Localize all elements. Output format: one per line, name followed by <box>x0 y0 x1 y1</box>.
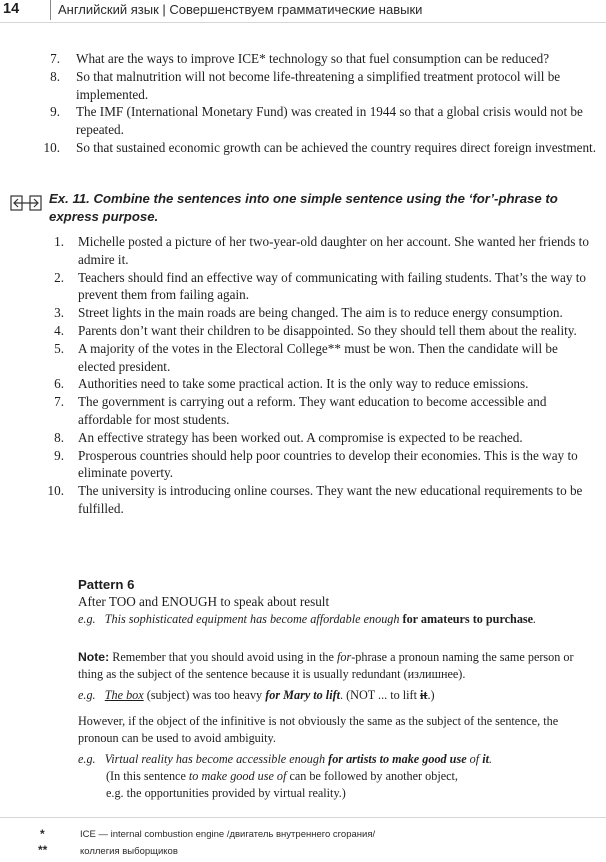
page-header <box>0 0 606 24</box>
header-title: Английский язык | Совершенствуем грамматические навыки <box>58 2 423 17</box>
note-text-b: -phrase a pronoun naming the same person or thing as the subject of the sentence because it is usually redundant (излишнее). <box>78 650 574 681</box>
example-strike: it <box>420 688 428 702</box>
exercise-title: Ex. 11. Combine the sentences into one simple sentence using the ‘for’-phrase to express purpose. <box>49 191 558 224</box>
item-number: 6. <box>54 376 64 392</box>
list-item <box>0 429 606 447</box>
item-text: Prosperous countries should help poor countries to develop their economies. This is the way to eliminate poverty. <box>78 447 578 481</box>
item-text: Authorities need to take some practical action. It is the only way to reduce emissions. <box>78 376 529 392</box>
pattern-title: Pattern 6 <box>78 577 135 592</box>
example-of: of <box>469 752 480 766</box>
exercise-list <box>0 233 606 518</box>
list-item <box>0 482 606 518</box>
item-number: 7. <box>54 394 64 410</box>
example-end: . <box>488 752 493 766</box>
item-number: 7. <box>50 51 60 66</box>
list-item <box>0 340 606 376</box>
example-text-c: .) <box>427 688 435 702</box>
list-item <box>0 139 606 157</box>
example-text: This sophisticated equipment has become affordable enough <box>104 612 403 626</box>
item-text: The government is carrying out a reform. They want education to become accessible and affordable for most students. <box>78 394 547 427</box>
footnote-text: коллегия выборщиков <box>80 846 178 857</box>
eg-prefix: e.g. <box>78 612 96 626</box>
list-item <box>0 68 606 104</box>
however-paragraph: However, if the object of the infinitive is not obviously the same as the subject of the sentence, the pronoun can be used to avoid ambiguity. <box>78 714 559 745</box>
item-text: What are the ways to improve ICE* technology so that fuel consumption can be reduced? <box>76 51 550 66</box>
item-text: The IMF (International Monetary Fund) was created in 1944 so that a global crisis would not be repeated. <box>76 104 583 138</box>
expl-italic: to make good use of <box>188 769 287 783</box>
item-number: 3. <box>54 305 64 321</box>
item-number: 4. <box>54 322 64 338</box>
example-3-line2: e.g. the opportunities provided by virtual reality.) <box>106 786 346 800</box>
note-for: for <box>336 650 352 664</box>
expl-b: can be followed by another object, <box>286 769 458 783</box>
note-text-a: Remember that you should avoid using in the <box>109 650 337 664</box>
example-3-explanation <box>106 768 458 785</box>
note-label: Note: <box>78 650 110 664</box>
item-number: 10. <box>43 139 60 155</box>
example-bold-a: for artists to make good use <box>328 752 470 766</box>
item-text: An effective strategy has been worked out. A compromise is expected to be reached. <box>78 429 523 445</box>
example-subject: The box <box>104 688 144 702</box>
pair-work-icon <box>10 193 42 213</box>
item-number: 8. <box>50 68 60 84</box>
example-2 <box>78 687 598 704</box>
example-1 <box>78 611 598 628</box>
item-text: Parents don’t want their children to be disappointed. So they should tell them about the reality. <box>78 322 577 338</box>
previous-exercise-list <box>0 50 606 157</box>
list-item <box>0 233 606 269</box>
footnote-divider <box>0 817 606 818</box>
list-item <box>0 304 606 322</box>
list-item <box>0 447 606 483</box>
item-text: Street lights in the main roads are being changed. The aim is to reduce energy consumption. <box>78 305 563 321</box>
example-end: . <box>533 612 537 626</box>
example-text-b: . (NOT ... to lift <box>340 688 421 702</box>
example-text-a: (subject) was too heavy <box>143 688 266 702</box>
list-item <box>0 50 606 68</box>
item-number: 5. <box>54 340 64 356</box>
note-paragraph <box>78 649 598 683</box>
expl-a: (In this sentence <box>106 769 189 783</box>
header-divider <box>50 0 51 20</box>
item-text: So that sustained economic growth can be achieved the country requires direct foreign investment. <box>76 139 597 155</box>
page-number: 14 <box>3 1 20 17</box>
item-number: 2. <box>54 269 64 285</box>
pattern-subtitle: After TOO and ENOUGH to speak about result <box>78 594 330 609</box>
header-underline <box>0 22 606 23</box>
item-text: Teachers should find an effective way of communicating with failing students. That’s the way to prevent them from failing again. <box>78 269 587 303</box>
list-item <box>0 375 606 393</box>
item-text: Michelle posted a picture of her two-year-old daughter on her account. She wanted her friends to admire it. <box>78 234 589 267</box>
example-bold-b: it <box>479 752 489 766</box>
example-bold: for Mary to lift <box>265 688 341 702</box>
eg-prefix: e.g. <box>78 688 96 702</box>
item-text: A majority of the votes in the Electoral College** must be won. Then the candidate will be elected president. <box>78 340 558 374</box>
list-item <box>0 103 606 139</box>
list-item <box>0 322 606 340</box>
footnote-mark: * <box>40 827 45 841</box>
example-3 <box>78 751 598 768</box>
item-number: 9. <box>50 104 60 120</box>
example-bold: for amateurs to purchase <box>402 612 534 626</box>
footnote-mark: ** <box>38 843 48 857</box>
list-item <box>0 269 606 305</box>
footnote-text: ICE — internal combustion engine /двигатель внутреннего сгорания/ <box>80 829 376 840</box>
item-number: 1. <box>54 234 64 249</box>
example-text: Virtual reality has become accessible enough <box>104 752 329 766</box>
eg-prefix: e.g. <box>78 752 96 766</box>
list-item <box>0 393 606 429</box>
item-number: 10. <box>47 483 64 499</box>
item-text: The university is introducing online courses. They want the new educational requirements to be fulfilled. <box>78 483 583 516</box>
item-number: 8. <box>54 429 64 445</box>
item-number: 9. <box>54 447 64 463</box>
item-text: So that malnutrition will not become life-threatening a simplified treatment protocol will be implemented. <box>76 68 561 102</box>
